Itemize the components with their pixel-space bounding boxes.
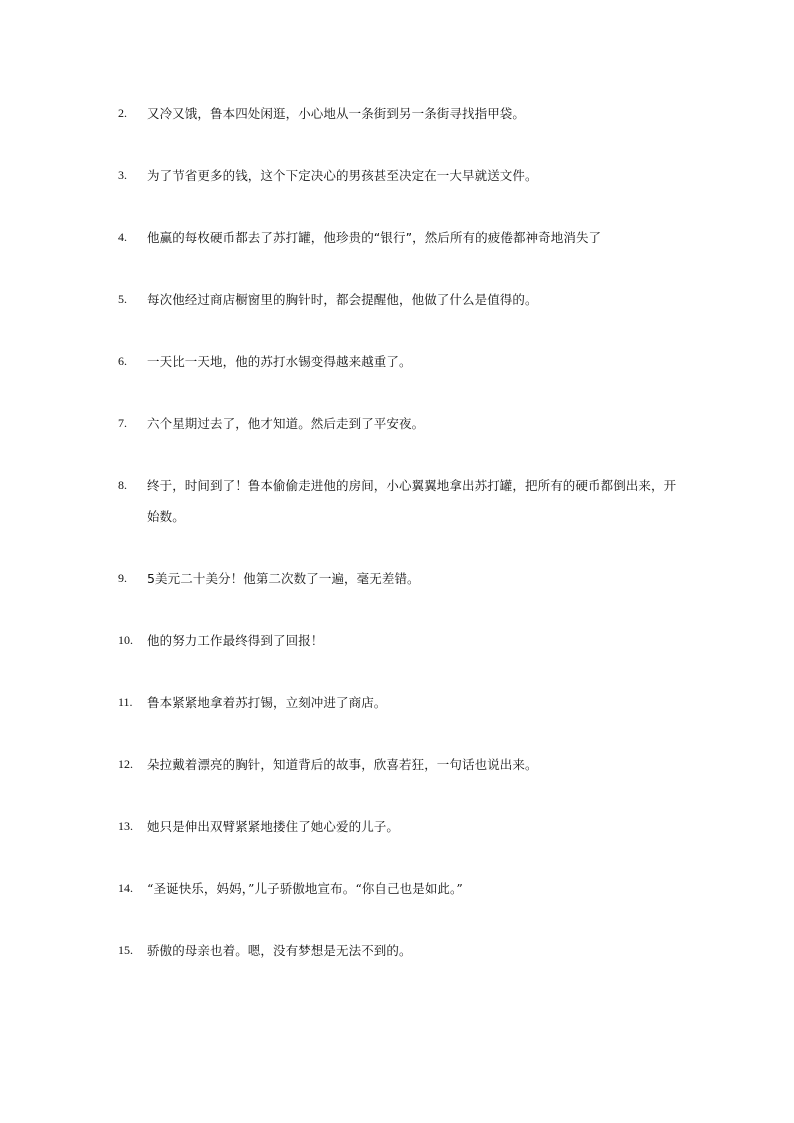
item-text: 他赢的每枚硬币都去了苏打罐，他珍贵的“银行”，然后所有的疲倦都神奇地消失了 [147,230,602,245]
item-number: 15. [118,943,133,957]
item-text: 为了节省更多的钱，这个下定决心的男孩甚至决定在一大早就送文件。 [147,168,538,183]
list-item [118,470,688,532]
item-text: 又冷又饿，鲁本四处闲逛，小心地从一条街到另一条街寻找指甲袋。 [147,106,526,121]
item-number: 3. [118,168,127,182]
item-number: 8. [118,478,127,492]
item-number: 6. [118,354,127,368]
sentence-list [118,98,688,997]
item-text: 骄傲的母亲也着。嗯，没有梦想是无法不到的。 [147,943,412,958]
item-text: “圣诞快乐，妈妈，”儿子骄傲地宣布。“你自己也是如此。” [147,881,463,896]
item-text: 鲁本紧紧地拿着苏打锡，立刻冲进了商店。 [147,695,387,710]
list-item [118,160,688,191]
item-number: 10. [118,633,133,647]
item-number: 9. [118,571,127,585]
item-number: 14. [118,881,133,895]
list-item [118,346,688,377]
list-item [118,687,688,718]
list-item [118,284,688,315]
item-text: 每次他经过商店橱窗里的胸针时，都会提醒他，他做了什么是值得的。 [147,292,538,307]
list-item [118,935,688,966]
list-item [118,98,688,129]
item-text: 他的努力工作最终得到了回报！ [147,633,324,648]
item-number: 4. [118,230,127,244]
list-item [118,222,688,253]
list-item [118,563,688,594]
item-text: 她只是伸出双臂紧紧地搂住了她心爱的儿子。 [147,819,400,834]
list-item [118,408,688,439]
item-text: 一天比一天地，他的苏打水锡变得越来越重了。 [147,354,412,369]
list-item [118,625,688,656]
item-number: 2. [118,106,127,120]
item-number: 11. [118,695,133,709]
item-text: 终于，时间到了！鲁本偷偷走进他的房间，小心翼翼地拿出苏打罐，把所有的硬币都倒出来，开始数。 [147,478,677,524]
item-number: 7. [118,416,127,430]
item-number: 5. [118,292,127,306]
item-text: 朵拉戴着漂亮的胸针，知道背后的故事，欣喜若狂，一句话也说出来。 [147,757,538,772]
item-number: 12. [118,757,133,771]
list-item [118,873,688,904]
item-number: 13. [118,819,133,833]
list-item [118,749,688,780]
item-text: 5美元二十美分！他第二次数了一遍，毫无差错。 [147,571,420,586]
list-item [118,811,688,842]
item-text: 六个星期过去了，他才知道。然后走到了平安夜。 [147,416,425,431]
